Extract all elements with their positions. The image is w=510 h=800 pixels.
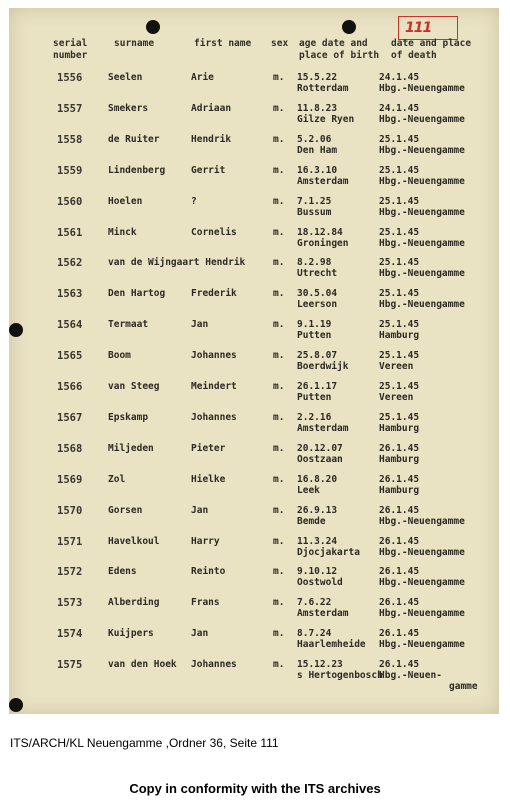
first-name: Meindert xyxy=(191,381,237,392)
serial-number: 1569 xyxy=(57,473,83,486)
sex: m. xyxy=(273,102,285,114)
surname: Gorsen xyxy=(108,504,143,516)
birth-place: Putten xyxy=(297,392,332,403)
surname: Kuijpers xyxy=(108,628,154,640)
table-row xyxy=(9,659,499,693)
first-name: Cornelis xyxy=(191,226,237,238)
death-place: Hbg.-Neuengamme xyxy=(379,206,465,218)
death-place: Hbg.-Neuengamme xyxy=(379,83,465,94)
birth-place: Oostzaan xyxy=(297,453,343,465)
punch-hole xyxy=(342,20,356,34)
first-name: Hendrik xyxy=(191,133,232,145)
birth-date: 18.12.84 xyxy=(297,226,343,238)
death-place: Hbg.-Neuengamme xyxy=(379,175,465,187)
first-name: Frederik xyxy=(191,288,237,300)
serial-number: 1568 xyxy=(57,442,83,455)
death-place: Hbg.-Neuengamme xyxy=(379,577,465,589)
birth-date: 16.8.20 xyxy=(297,473,338,485)
birth-date: 2.2.16 xyxy=(297,411,332,423)
sex: m. xyxy=(273,257,285,269)
serial-number: 1575 xyxy=(57,659,83,672)
table-row xyxy=(9,628,499,656)
serial-number: 1558 xyxy=(57,133,83,146)
death-date: 25.1.45 xyxy=(379,319,420,331)
punch-hole xyxy=(146,20,160,34)
sex: m. xyxy=(273,628,285,640)
death-place: Hbg.-Neuengamme xyxy=(379,113,465,125)
serial-number: 1556 xyxy=(57,72,83,84)
first-name: Gerrit xyxy=(191,164,226,176)
birth-place: Gilze Ryen xyxy=(297,113,355,125)
birth-place: s Hertogenbosch xyxy=(297,670,383,682)
first-name: Jan xyxy=(191,319,209,331)
serial-number: 1567 xyxy=(57,411,83,424)
sex: m. xyxy=(273,442,285,454)
table-row xyxy=(9,257,499,285)
sex: m. xyxy=(273,411,285,423)
death-place: Vereen xyxy=(379,392,414,403)
birth-place: Leerson xyxy=(297,299,338,311)
birth-place: Bemde xyxy=(297,515,326,527)
header-birth: age date and place of birth xyxy=(299,38,380,61)
table-row xyxy=(9,536,499,564)
first-name: Pieter xyxy=(191,442,226,454)
birth-date: 8.7.24 xyxy=(297,628,332,640)
serial-number: 1561 xyxy=(57,226,83,239)
sex: m. xyxy=(273,473,285,485)
table-row xyxy=(9,381,499,409)
birth-place: Leek xyxy=(297,484,320,496)
table-row xyxy=(9,597,499,625)
sex: m. xyxy=(273,72,285,83)
first-name: Jan xyxy=(191,504,209,516)
death-date: 25.1.45 xyxy=(379,195,420,207)
death-date: 24.1.45 xyxy=(379,102,420,114)
serial-number: 1566 xyxy=(57,381,83,393)
death-date: 26.1.45 xyxy=(379,659,420,671)
birth-place: Bussum xyxy=(297,206,332,218)
death-place: Hbg.-Neuengamme xyxy=(379,639,465,651)
birth-date: 7.1.25 xyxy=(297,195,332,207)
header-death: date and place of death xyxy=(391,38,472,61)
death-date: 26.1.45 xyxy=(379,597,420,609)
birth-date: 16.3.10 xyxy=(297,164,338,176)
death-place: Hbg.-Neuengamme xyxy=(379,268,465,280)
birth-date: 30.5.04 xyxy=(297,288,338,300)
death-place: Hamburg xyxy=(379,484,420,496)
serial-number: 1574 xyxy=(57,628,83,641)
death-place: Hbg.-Neuengamme xyxy=(379,515,465,527)
first-name: Johannes xyxy=(191,411,237,423)
document-page xyxy=(9,8,499,714)
table-row xyxy=(9,566,499,594)
birth-date: 9.10.12 xyxy=(297,566,338,578)
sex: m. xyxy=(273,164,285,176)
death-date: 25.1.45 xyxy=(379,133,420,145)
table-row xyxy=(9,134,499,162)
table-row xyxy=(9,72,499,100)
surname: Minck xyxy=(108,226,137,238)
first-name: Johannes xyxy=(191,659,237,671)
birth-date: 7.6.22 xyxy=(297,597,332,609)
serial-number: 1562 xyxy=(57,257,83,270)
table-row xyxy=(9,474,499,502)
death-date: 26.1.45 xyxy=(379,628,420,640)
surname: van Steeg xyxy=(108,381,160,392)
serial-number: 1572 xyxy=(57,566,83,579)
sex: m. xyxy=(273,350,285,362)
serial-number: 1559 xyxy=(57,164,83,177)
table-row xyxy=(9,443,499,471)
serial-number: 1557 xyxy=(57,102,83,115)
table-row xyxy=(9,412,499,440)
birth-place: Haarlemheide xyxy=(297,639,366,651)
sex: m. xyxy=(273,288,285,300)
sex: m. xyxy=(273,319,285,331)
surname: Epskamp xyxy=(108,411,149,423)
surname: Boom xyxy=(108,350,131,362)
page-number-stamp: 111 xyxy=(398,16,458,40)
first-name: Reinto xyxy=(191,566,226,578)
birth-place: Den Ham xyxy=(297,144,338,156)
death-place: Hbg.-Neuen- xyxy=(379,670,442,682)
serial-number: 1571 xyxy=(57,535,83,548)
death-date: 26.1.45 xyxy=(379,473,420,485)
first-name: Jan xyxy=(191,628,209,640)
birth-date: 5.2.06 xyxy=(297,133,332,145)
birth-date: 26.1.17 xyxy=(297,381,338,392)
serial-number: 1564 xyxy=(57,319,83,332)
death-place: Vereen xyxy=(379,361,414,373)
sex: m. xyxy=(273,535,285,547)
birth-place: Amsterdam xyxy=(297,175,349,187)
death-place: Hamburg xyxy=(379,330,420,342)
surname: Havelkoul xyxy=(108,535,160,547)
sex: m. xyxy=(273,133,285,145)
table-row xyxy=(9,288,499,316)
surname: Termaat xyxy=(108,319,149,331)
first-name: Frans xyxy=(191,597,220,609)
sex: m. xyxy=(273,195,285,207)
surname: van de Wijngaart Hendrik xyxy=(108,257,246,269)
birth-date: 11.3.24 xyxy=(297,535,338,547)
conformity-note: Copy in conformity with the ITS archives xyxy=(129,781,381,796)
birth-date: 15.5.22 xyxy=(297,72,338,83)
death-date: 25.1.45 xyxy=(379,381,420,392)
birth-place: Putten xyxy=(297,330,332,342)
death-date: 26.1.45 xyxy=(379,566,420,578)
death-date: 26.1.45 xyxy=(379,535,420,547)
sex: m. xyxy=(273,566,285,578)
table-row xyxy=(9,103,499,131)
header-surname: surname xyxy=(114,38,155,49)
table-row xyxy=(9,227,499,255)
first-name: Adriaan xyxy=(191,102,232,114)
surname: Edens xyxy=(108,566,137,578)
sex: m. xyxy=(273,597,285,609)
birth-place: Amsterdam xyxy=(297,422,349,434)
sex: m. xyxy=(273,659,285,671)
death-date: 24.1.45 xyxy=(379,72,420,83)
header-first-name: first name xyxy=(194,38,252,49)
death-place: Hamburg xyxy=(379,453,420,465)
serial-number: 1560 xyxy=(57,195,83,208)
death-date: 25.1.45 xyxy=(379,288,420,300)
birth-date: 8.2.98 xyxy=(297,257,332,269)
surname: Zol xyxy=(108,473,126,485)
birth-date: 26.9.13 xyxy=(297,504,338,516)
death-date: 26.1.45 xyxy=(379,442,420,454)
surname: Lindenberg xyxy=(108,164,166,176)
first-name: Harry xyxy=(191,535,220,547)
death-place: Hbg.-Neuengamme xyxy=(379,237,465,249)
surname: van den Hoek xyxy=(108,659,177,671)
table-row xyxy=(9,505,499,533)
birth-date: 25.8.07 xyxy=(297,350,338,362)
serial-number: 1573 xyxy=(57,597,83,610)
birth-place: Amsterdam xyxy=(297,608,349,620)
death-place-cont: gamme xyxy=(449,681,478,693)
first-name: Hielke xyxy=(191,473,226,485)
header-serial-number: serial number xyxy=(53,38,88,61)
surname: Seelen xyxy=(108,72,143,83)
table-row xyxy=(9,196,499,224)
birth-place: Utrecht xyxy=(297,268,338,280)
surname: Smekers xyxy=(108,102,149,114)
table-row xyxy=(9,350,499,378)
first-name: Johannes xyxy=(191,350,237,362)
death-place: Hbg.-Neuengamme xyxy=(379,546,465,558)
header-sex: sex xyxy=(271,38,289,49)
first-name: Arie xyxy=(191,72,214,83)
surname: Alberding xyxy=(108,597,160,609)
birth-place: Groningen xyxy=(297,237,349,249)
death-date: 25.1.45 xyxy=(379,257,420,269)
table-row xyxy=(9,319,499,347)
birth-date: 11.8.23 xyxy=(297,102,338,114)
surname: Den Hartog xyxy=(108,288,166,300)
death-place: Hbg.-Neuengamme xyxy=(379,608,465,620)
table-row xyxy=(9,165,499,193)
death-date: 25.1.45 xyxy=(379,226,420,238)
surname: Hoelen xyxy=(108,195,143,207)
death-place: Hbg.-Neuengamme xyxy=(379,299,465,311)
serial-number: 1563 xyxy=(57,288,83,301)
birth-place: Rotterdam xyxy=(297,83,349,94)
birth-place: Djocjakarta xyxy=(297,546,360,558)
serial-number: 1570 xyxy=(57,504,83,517)
birth-date: 20.12.07 xyxy=(297,442,343,454)
surname: Miljeden xyxy=(108,442,154,454)
first-name: ? xyxy=(191,195,197,207)
punch-hole xyxy=(9,698,23,712)
sex: m. xyxy=(273,381,285,392)
death-place: Hamburg xyxy=(379,422,420,434)
archive-reference: ITS/ARCH/KL Neuengamme ,Ordner 36, Seite 111 xyxy=(10,736,279,750)
sex: m. xyxy=(273,226,285,238)
serial-number: 1565 xyxy=(57,350,83,363)
death-date: 25.1.45 xyxy=(379,350,420,362)
birth-date: 9.1.19 xyxy=(297,319,332,331)
sex: m. xyxy=(273,504,285,516)
death-date: 25.1.45 xyxy=(379,164,420,176)
death-date: 26.1.45 xyxy=(379,504,420,516)
birth-place: Oostwold xyxy=(297,577,343,589)
surname: de Ruiter xyxy=(108,133,160,145)
death-place: Hbg.-Neuengamme xyxy=(379,144,465,156)
birth-date: 15.12.23 xyxy=(297,659,343,671)
birth-place: Boerdwijk xyxy=(297,361,349,373)
death-date: 25.1.45 xyxy=(379,411,420,423)
